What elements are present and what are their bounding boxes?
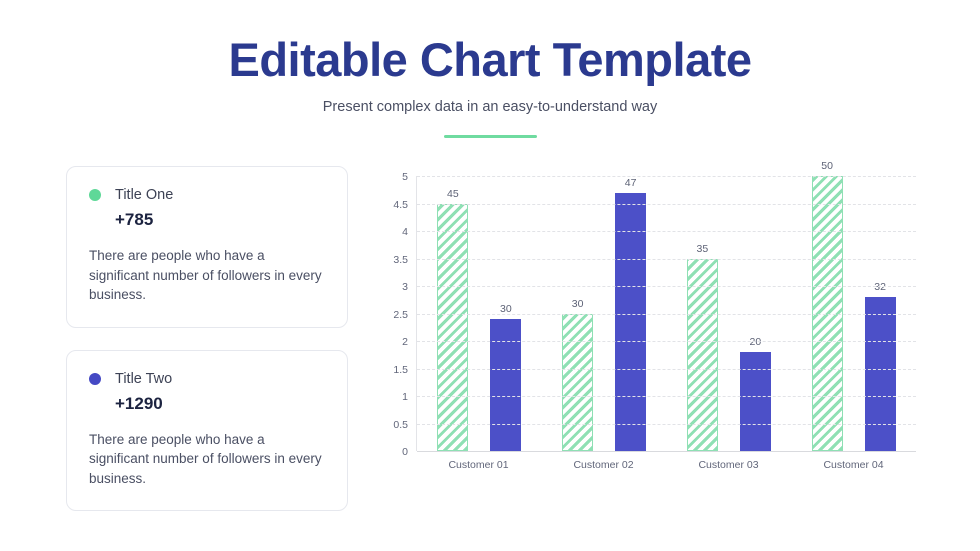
chart-gridline bbox=[402, 391, 916, 403]
chart-bar-value-label: 32 bbox=[874, 281, 886, 294]
chart-bar-value-label: 20 bbox=[749, 336, 762, 349]
card-one-title: Title One bbox=[115, 187, 174, 203]
chart-bar[interactable] bbox=[562, 297, 593, 452]
chart-y-tick-label: 1.5 bbox=[393, 363, 408, 376]
chart-bar-value-label: 50 bbox=[821, 160, 833, 173]
chart-x-label: Customer 04 bbox=[823, 459, 884, 471]
chart-gridline bbox=[393, 198, 916, 211]
chart-plot-area bbox=[393, 160, 916, 458]
info-card-one[interactable] bbox=[66, 166, 348, 328]
card-one-value: +785 bbox=[115, 210, 154, 229]
chart-bar-value-label: 30 bbox=[500, 303, 512, 316]
page-title: Editable Chart Template bbox=[228, 33, 752, 86]
chart-y-tick-label: 3.5 bbox=[393, 253, 408, 266]
chart-bar-fill bbox=[490, 319, 521, 451]
chart-bar-fill bbox=[562, 314, 593, 452]
chart-bar[interactable] bbox=[687, 242, 718, 452]
header bbox=[0, 34, 980, 138]
bullet-dot-icon bbox=[89, 189, 101, 201]
title-underline bbox=[444, 135, 537, 139]
chart-y-tick-label: 4 bbox=[402, 226, 408, 238]
bullet-dot-icon bbox=[89, 373, 101, 385]
chart-y-tick-label: 1 bbox=[402, 391, 408, 403]
chart-gridline bbox=[402, 446, 916, 458]
chart-bar-fill bbox=[687, 259, 718, 452]
chart-x-axis-labels bbox=[416, 453, 916, 473]
card-one-text: There are people who have a significant number of followers in every business. bbox=[89, 248, 322, 303]
info-cards bbox=[66, 166, 348, 533]
chart-bar-fill bbox=[437, 204, 468, 452]
chart-y-tick-label: 0 bbox=[402, 446, 408, 458]
chart-bar[interactable] bbox=[437, 187, 468, 452]
chart-y-tick-label: 5 bbox=[402, 171, 408, 183]
chart-y-tick-label: 2.5 bbox=[393, 308, 408, 321]
chart-bar-fill bbox=[865, 297, 896, 451]
chart-x-label: Customer 03 bbox=[698, 459, 759, 471]
card-two-title: Title Two bbox=[115, 370, 173, 387]
chart-bar[interactable] bbox=[740, 336, 771, 451]
chart-bar-value-label: 35 bbox=[696, 242, 709, 255]
chart-bar-value-label: 45 bbox=[447, 187, 459, 200]
chart-gridline bbox=[393, 418, 916, 431]
chart-gridline bbox=[402, 226, 916, 238]
page-subtitle: Present complex data in an easy-to-understand way bbox=[322, 98, 658, 115]
chart-y-tick-label: 4.5 bbox=[393, 198, 408, 211]
card-two-head bbox=[89, 371, 325, 387]
card-two-value: +1290 bbox=[115, 393, 163, 413]
chart-y-tick-label: 0.5 bbox=[393, 418, 408, 431]
chart-y-tick-label: 2 bbox=[402, 336, 408, 348]
chart-x-label: Customer 02 bbox=[573, 459, 634, 471]
chart-y-tick-label: 3 bbox=[402, 281, 408, 293]
chart-x-label: Customer 01 bbox=[448, 459, 509, 471]
chart-gridline bbox=[393, 253, 916, 266]
chart-gridline bbox=[393, 363, 916, 376]
info-card-two[interactable] bbox=[66, 350, 348, 512]
chart-bar[interactable] bbox=[490, 303, 521, 451]
card-two-text: There are people who have a significant number of followers in every business. bbox=[89, 431, 322, 486]
chart-bar-value-label: 30 bbox=[571, 297, 584, 310]
bar-chart bbox=[382, 160, 922, 473]
chart-bar-fill bbox=[740, 352, 771, 451]
chart-bar-value-label: 47 bbox=[624, 176, 637, 189]
card-one-head bbox=[89, 187, 325, 203]
chart-bar[interactable] bbox=[865, 281, 896, 451]
